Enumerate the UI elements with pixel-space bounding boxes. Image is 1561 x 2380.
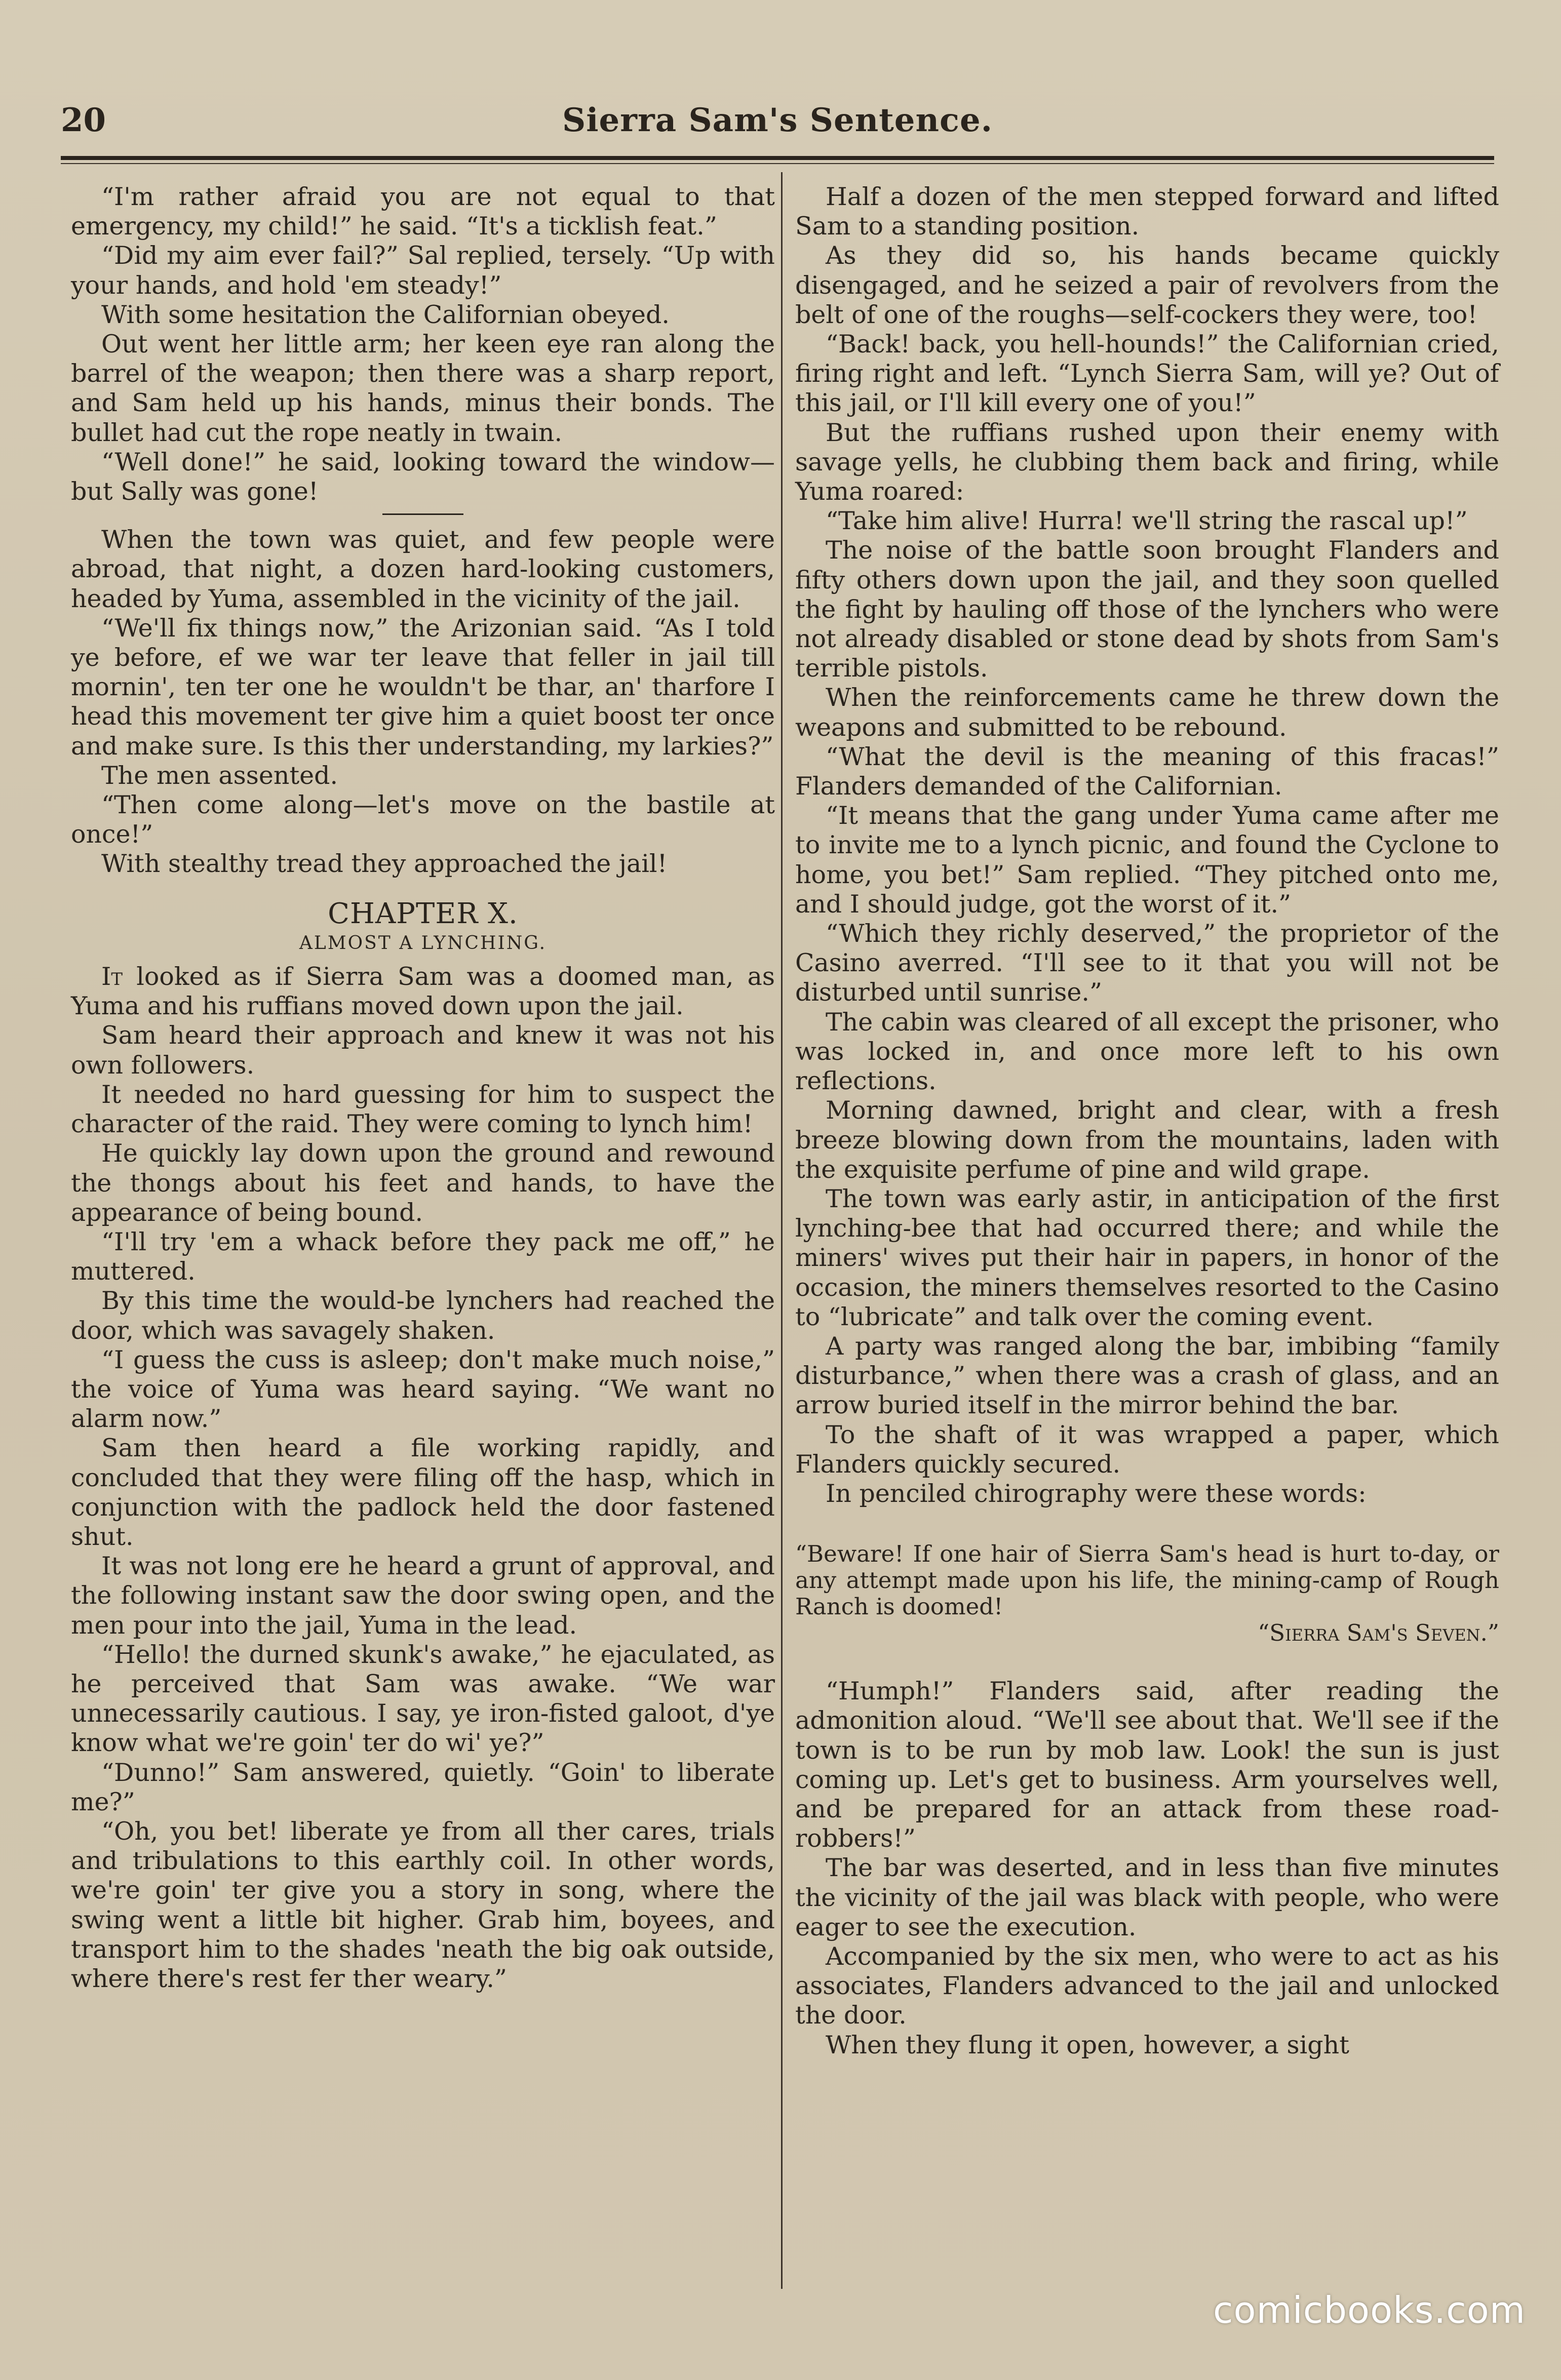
paragraph: Accompanied by the six men, who were to act as his associates, Flanders advanced to the jail and unlocked the door.	[795, 1941, 1499, 2030]
paragraph: “Take him alive! Hurra! we'll string the rascal up!”	[826, 506, 1468, 536]
paragraph	[71, 962, 775, 1021]
paragraph: “It means that the gang under Yuma came after me to invite me to a lynch picnic, and found the Cyclone to home, you bet!” Sam replied. “They pitched onto me, and I should judge, got the worst of it.”	[795, 801, 1499, 919]
watermark: comicbooks.com	[1213, 2289, 1526, 2331]
paragraph: When the town was quiet, and few people were abroad, that night, a dozen hard-looking customers, headed by Yuma, assembled in the vicinity of the jail.	[71, 525, 775, 613]
running-title: Sierra Sam's Sentence.	[562, 101, 993, 139]
left-column	[71, 182, 775, 1994]
paragraph: In penciled chirography were these words:	[826, 1479, 1367, 1508]
page-header	[61, 96, 1494, 147]
paragraph: “Back! back, you hell-hounds!” the Californian cried, firing right and left. “Lynch Sierra Sam, will ye? Out of this jail, or I'll kill every one of you!”	[795, 330, 1499, 418]
paragraph: “Which they richly deserved,” the proprietor of the Casino averred. “I'll see to it that you will not be disturbed until sunrise.”	[795, 919, 1499, 1007]
paragraph: “Then come along—let's move on the bastile at once!”	[71, 790, 775, 849]
paragraph: The bar was deserted, and in less than five minutes the vicinity of the jail was black with people, who were eager to see the execution.	[795, 1853, 1499, 1941]
paragraph: The town was early astir, in anticipation of the first lynching-bee that had occurred there; and while the miners' wives put their hair in papers, in honor of the occasion, the miners themselves resorted to the Casino to “lubricate” and talk over the coming event.	[795, 1184, 1499, 1331]
page-number: 20	[61, 101, 106, 139]
paragraph: “I guess the cuss is asleep; don't make much noise,” the voice of Yuma was heard saying. “We want no alarm now.”	[71, 1345, 775, 1434]
paragraph: The cabin was cleared of all except the prisoner, who was locked in, and once more left to his own reflections.	[795, 1007, 1499, 1096]
paragraph: With stealthy tread they approached the jail!	[101, 849, 668, 879]
paragraph: As they did so, his hands became quickly disengaged, and he seized a pair of revolvers from the belt of one of the roughs—self-cockers they were, too!	[795, 241, 1499, 329]
paragraph: Out went her little arm; her keen eye ran along the barrel of the weapon; then there was a sharp report, and Sam held up his hands, minus their bonds. The bullet had cut the rope neatly in twain.	[71, 330, 775, 447]
paragraph: By this time the would-be lynchers had reached the door, which was savagely shaken.	[71, 1286, 775, 1345]
paragraph: “Hello! the durned skunk's awake,” he ejaculated, as he perceived that Sam was awake. “We war unnecessarily cautious. I say, ye iron-fisted galoot, d'ye know what we're goin' ter do wi' ye?”	[71, 1640, 775, 1758]
chapter-subtitle: ALMOST A LYNCHING.	[299, 932, 547, 954]
paragraph: With some hesitation the Californian obeyed.	[101, 300, 670, 329]
paragraph: Morning dawned, bright and clear, with a fresh breeze blowing down from the mountains, laden with the exquisite perfume of pine and wild grape.	[795, 1096, 1499, 1184]
paragraph: He quickly lay down upon the ground and rewound the thongs about his feet and hands, to have the appearance of being bound.	[71, 1139, 775, 1227]
paragraph: It needed no hard guessing for him to suspect the character of the raid. They were coming to lynch him!	[71, 1080, 775, 1139]
opening-word: It	[101, 962, 123, 991]
paragraph: Sam heard their approach and knew it was not his own followers.	[71, 1021, 775, 1080]
paragraph: “We'll fix things now,” the Arizonian said. “As I told ye before, ef we war ter leave that feller in jail till mornin', ten ter one he wouldn't be thar, an' tharfore I head this movement ter give him a quiet boost ter once and make sure. Is this ther understanding, my larkies?”	[71, 613, 775, 761]
paragraph: A party was ranged along the bar, imbibing “family disturbance,” when there was a crash of glass, and an arrow buried itself in the mirror behind the bar.	[795, 1331, 1499, 1420]
column-divider	[781, 172, 783, 2289]
header-rule	[61, 156, 1494, 160]
paragraph: The noise of the battle soon brought Flanders and fifty others down upon the jail, and they soon quelled the fight by hauling off those of the lynchers who were not already disabled or stone dead by shots from Sam's terrible pistols.	[795, 536, 1499, 683]
paragraph: “I'm rather afraid you are not equal to that emergency, my child!” he said. “It's a ticklish feat.”	[71, 182, 775, 241]
paragraph: “Dunno!” Sam answered, quietly. “Goin' to liberate me?”	[71, 1758, 775, 1816]
scene-break-rule	[382, 513, 463, 515]
paragraph: To the shaft of it was wrapped a paper, which Flanders quickly secured.	[795, 1420, 1499, 1479]
right-column	[795, 182, 1499, 2060]
paragraph: “I'll try 'em a whack before they pack me off,” he muttered.	[71, 1227, 775, 1286]
paragraph: It was not long ere he heard a grunt of approval, and the following instant saw the door swing open, and the men pour into the jail, Yuma in the lead.	[71, 1552, 775, 1640]
note-signature: “Sierra Sam's Seven.”	[1258, 1619, 1499, 1647]
paragraph: “Oh, you bet! liberate ye from all ther cares, trials and tribulations to this earthly coil. In other words, we're goin' ter give you a story in song, where the swing went a little bit higher. Grab him, boyees, and transport him to the shades 'neath the big oak outside, where there's rest fer ther weary.”	[71, 1816, 775, 1993]
paragraph: When they flung it open, however, a sight	[826, 2030, 1349, 2059]
chapter-title: CHAPTER X.	[328, 897, 518, 930]
paragraph: When the reinforcements came he threw down the weapons and submitted to be rebound.	[795, 683, 1499, 742]
paragraph: “Well done!” he said, looking toward the window—but Sally was gone!	[71, 447, 775, 506]
paragraph: “Did my aim ever fail?” Sal replied, tersely. “Up with your hands, and hold 'em steady!”	[71, 241, 775, 300]
paragraph: But the ruffians rushed upon their enemy with savage yells, he clubbing them back and firing, while Yuma roared:	[795, 418, 1499, 506]
paragraph: “Humph!” Flanders said, after reading the admonition aloud. “We'll see about that. We'll see if the town is to be run by mob law. Look! the sun is just coming up. Let's get to business. Arm yourselves well, and be prepared for an attack from these road-robbers!”	[795, 1677, 1499, 1853]
paragraph: “What the devil is the meaning of this fracas!” Flanders demanded of the Californian.	[795, 742, 1499, 801]
paragraph-text: looked as if Sierra Sam was a doomed man, as Yuma and his ruffians moved down upon the jail.	[71, 962, 775, 1021]
paragraph: Sam then heard a file working rapidly, and concluded that they were filing off the hasp, which in conjunction with the padlock held the door fastened shut.	[71, 1434, 775, 1551]
paragraph: Half a dozen of the men stepped forward and lifted Sam to a standing position.	[795, 182, 1499, 241]
paragraph: The men assented.	[101, 761, 338, 790]
header-rule-thin	[61, 163, 1494, 164]
note-text: “Beware! If one hair of Sierra Sam's head is hurt to-day, or any attempt made upon his life, the mining-camp of Rough Ranch is doomed!	[795, 1540, 1499, 1620]
arrow-note	[795, 1541, 1499, 1646]
